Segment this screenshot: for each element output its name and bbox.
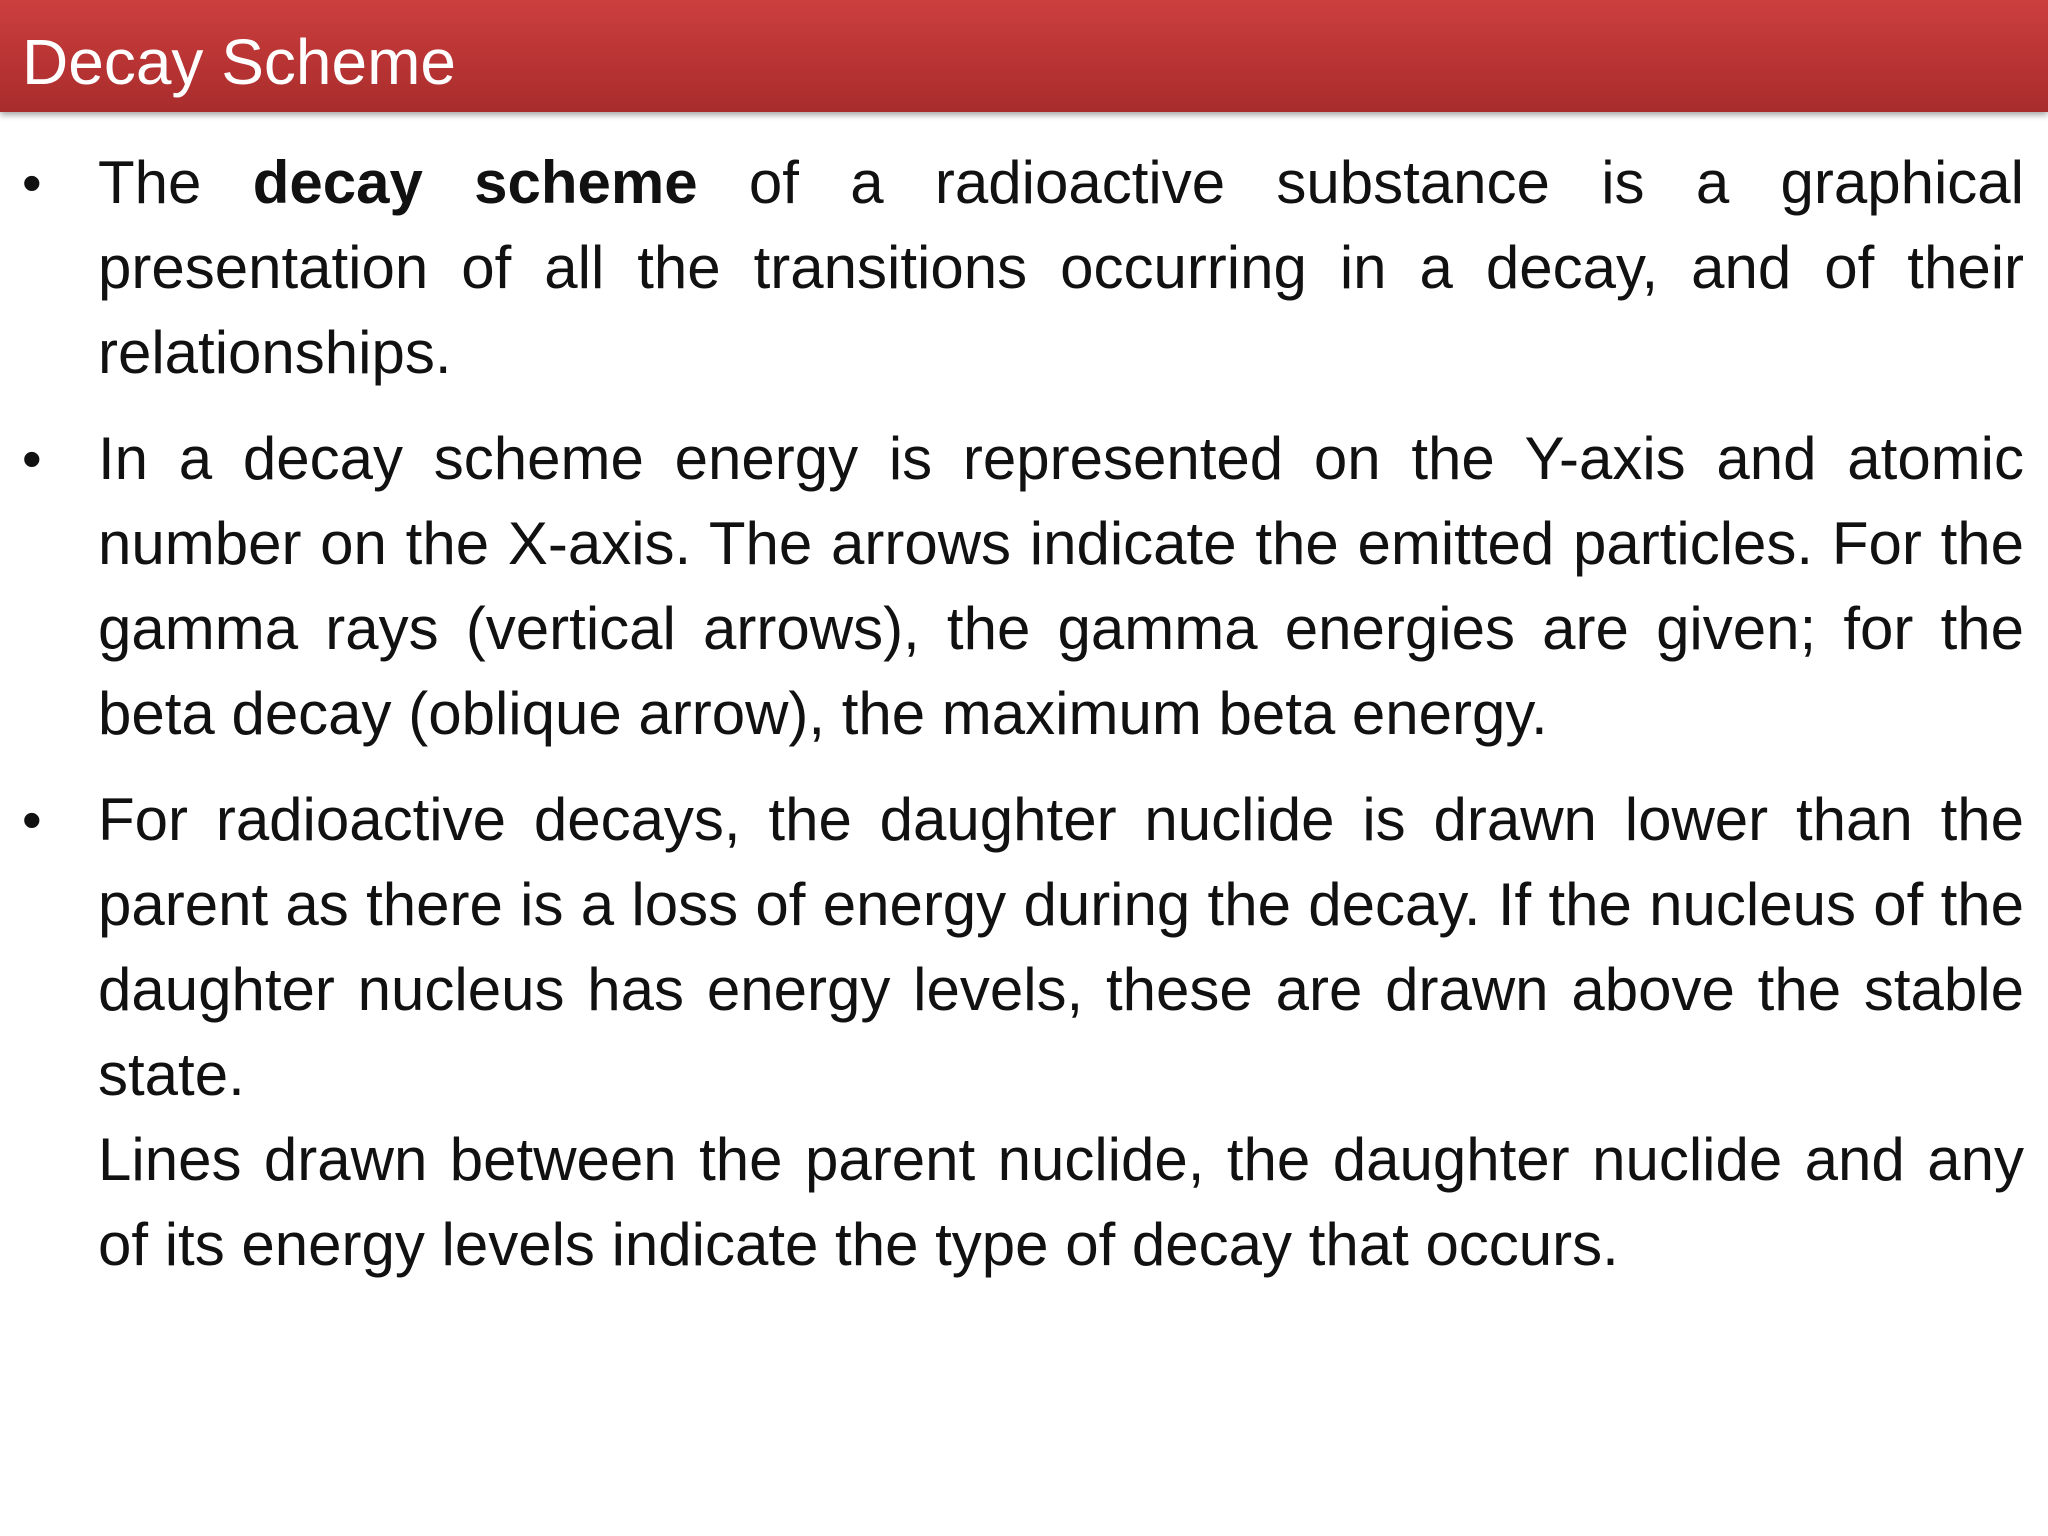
bullet-dot: • [22, 788, 42, 851]
bullet-item-2 [0, 416, 2048, 756]
bullet-item-1 [0, 140, 2048, 395]
bullet-text-1 [98, 140, 2024, 395]
bullet-dot: • [22, 427, 42, 490]
bullet-text-2: In a decay scheme energy is represented on the Y-axis and atomic number on the X-axis. The arrows indicate the emitted particles. For the gamma rays (vertical arrows), the gamma energies are given; for the beta decay (oblique arrow), the maximum beta energy. [98, 425, 2024, 747]
bullet-text-3 [98, 777, 2024, 1287]
bullet-3-continuation: Lines drawn between the parent nuclide, the daughter nuclide and any of its energy levels indicate the type of decay that occurs. [98, 1126, 2024, 1278]
bullet-1-post: of a radioactive substance is a graphical presentation of all the transitions occurring in a decay, and of their relationships. [98, 149, 2024, 386]
bullet-3-main: For radioactive decays, the daughter nuclide is drawn lower than the parent as there is a loss of energy during the decay. If the nucleus of the daughter nucleus has energy levels, these are drawn above the stable state. [98, 786, 2024, 1108]
bullet-1-pre: The [98, 149, 253, 216]
bullet-item-3 [0, 777, 2048, 1287]
bullet-1-bold-term: decay scheme [252, 149, 698, 216]
slide-title: Decay Scheme [22, 26, 456, 98]
slide-content [0, 140, 2048, 1308]
title-bar [0, 0, 2048, 112]
bullet-dot: • [22, 151, 42, 214]
